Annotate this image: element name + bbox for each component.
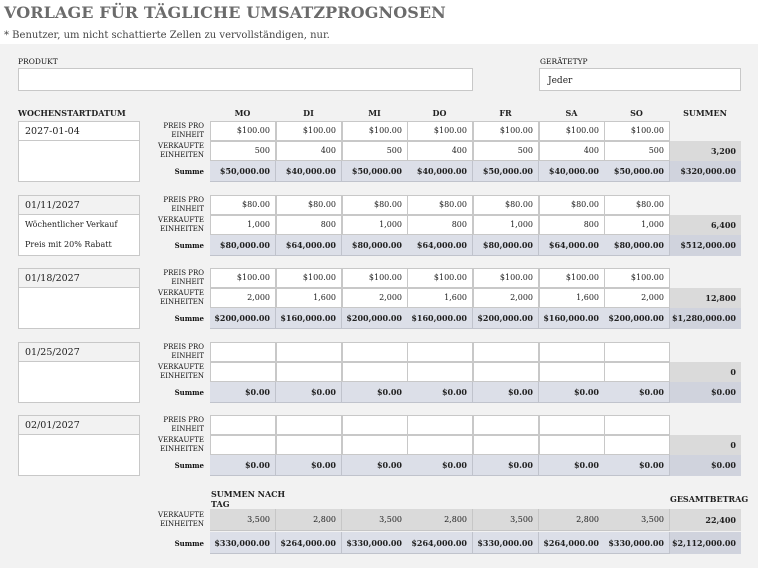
sum-cell: $0.00	[210, 382, 276, 403]
price-cell[interactable]: $100.00	[276, 268, 342, 288]
units-cell[interactable]: 2,000	[473, 288, 539, 308]
sum-cell: $50,000.00	[210, 161, 276, 182]
grand-total-title: GESAMTBETRAG	[670, 494, 749, 504]
units-cell[interactable]	[539, 435, 605, 455]
price-per-unit-label: PREIS PRO EINHEIT	[163, 269, 204, 286]
units-sold-label: VERKAUFTE EINHEITEN	[158, 289, 204, 306]
geraetetyp-label: GERÄTETYP	[540, 57, 588, 66]
sum-cell: $64,000.00	[407, 235, 473, 256]
totals-sum-cell: $330,000.00	[210, 532, 276, 554]
units-cell[interactable]	[407, 362, 473, 382]
totals-units-cell: 2,800	[539, 509, 605, 531]
sum-cell: $40,000.00	[407, 161, 473, 182]
week-note[interactable]	[19, 435, 139, 455]
units-cell[interactable]: 400	[276, 141, 342, 161]
sum-cell: $160,000.00	[407, 308, 473, 329]
units-cell[interactable]: 400	[539, 141, 605, 161]
week-note[interactable]	[19, 161, 139, 181]
price-cell[interactable]	[604, 415, 670, 435]
totals-sum-cell: $264,000.00	[276, 532, 342, 554]
price-per-unit-label: PREIS PRO EINHEIT	[163, 416, 204, 433]
price-cell[interactable]	[342, 342, 408, 362]
units-cell[interactable]	[276, 435, 342, 455]
totals-sum-grand-cell: $2,112,000.00	[670, 532, 741, 554]
price-cell[interactable]	[473, 415, 539, 435]
price-cell[interactable]: $80.00	[342, 195, 408, 215]
units-total-cell: 6,400	[670, 215, 741, 235]
units-sold-label: VERKAUFTE EINHEITEN	[158, 363, 204, 380]
price-cell[interactable]: $80.00	[407, 195, 473, 215]
price-cell[interactable]: $100.00	[604, 268, 670, 288]
sum-cell: $40,000.00	[539, 161, 605, 182]
units-cell[interactable]	[604, 435, 670, 455]
units-cell[interactable]	[473, 362, 539, 382]
units-total-cell: 0	[670, 362, 741, 382]
units-cell[interactable]: 2,000	[342, 288, 408, 308]
units-cell[interactable]	[539, 362, 605, 382]
sum-cell: $200,000.00	[473, 308, 539, 329]
week-note[interactable]	[19, 288, 139, 308]
price-cell[interactable]	[407, 415, 473, 435]
sum-label: Summe	[174, 314, 204, 323]
price-per-unit-label: PREIS PRO EINHEIT	[163, 122, 204, 139]
units-cell[interactable]: 2,000	[210, 288, 276, 308]
units-cell[interactable]	[473, 435, 539, 455]
sum-total-cell: $512,000.00	[670, 235, 741, 256]
week-note[interactable]	[19, 308, 139, 328]
totals-units-cell: 2,800	[276, 509, 342, 531]
sum-cell: $0.00	[407, 455, 473, 476]
price-cell[interactable]: $80.00	[473, 195, 539, 215]
sum-cell: $160,000.00	[539, 308, 605, 329]
units-cell[interactable]: 1,000	[210, 215, 276, 235]
week-start-date[interactable]: 02/01/2027	[19, 416, 139, 435]
units-cell[interactable]: 800	[539, 215, 605, 235]
day-header-do: DO	[432, 108, 447, 118]
sum-cell: $0.00	[473, 455, 539, 476]
week-start-date[interactable]: 01/18/2027	[19, 269, 139, 288]
week-start-header: WOCHENSTARTDATUM	[18, 108, 126, 118]
price-cell[interactable]: $100.00	[342, 121, 408, 141]
units-cell[interactable]: 800	[407, 215, 473, 235]
day-header-mo: MO	[234, 108, 251, 118]
price-cell[interactable]: $100.00	[604, 121, 670, 141]
summen-header: SUMMEN	[683, 108, 727, 118]
sum-cell: $0.00	[276, 382, 342, 403]
price-cell[interactable]: $100.00	[473, 268, 539, 288]
price-cell[interactable]: $80.00	[210, 195, 276, 215]
sum-cell: $80,000.00	[604, 235, 670, 256]
units-cell[interactable]	[342, 362, 408, 382]
units-total-cell: 3,200	[670, 141, 741, 161]
units-cell[interactable]: 1,600	[276, 288, 342, 308]
week-block	[18, 415, 140, 476]
sum-label: Summe	[174, 241, 204, 250]
totals-sum-cell: $264,000.00	[539, 532, 605, 554]
price-cell[interactable]	[210, 342, 276, 362]
week-start-date[interactable]: 01/11/2027	[19, 196, 139, 215]
sum-total-cell: $0.00	[670, 382, 741, 403]
sum-cell: $50,000.00	[342, 161, 408, 182]
sum-cell: $64,000.00	[539, 235, 605, 256]
price-cell[interactable]	[604, 342, 670, 362]
totals-units-cell: 2,800	[407, 509, 473, 531]
sum-label: Summe	[174, 388, 204, 397]
sum-cell: $0.00	[342, 382, 408, 403]
sum-cell: $0.00	[539, 455, 605, 476]
units-cell[interactable]: 500	[473, 141, 539, 161]
price-cell[interactable]	[473, 342, 539, 362]
totals-sum-cell: $264,000.00	[407, 532, 473, 554]
units-cell[interactable]: 500	[604, 141, 670, 161]
units-cell[interactable]	[276, 362, 342, 382]
price-cell[interactable]: $100.00	[407, 121, 473, 141]
price-cell[interactable]	[539, 415, 605, 435]
sum-label: Summe	[174, 167, 204, 176]
units-total-cell: 0	[670, 435, 741, 455]
price-cell[interactable]	[210, 415, 276, 435]
produkt-label: PRODUKT	[18, 57, 58, 66]
sum-total-cell: $0.00	[670, 455, 741, 476]
units-cell[interactable]: 1,000	[473, 215, 539, 235]
sum-cell: $0.00	[473, 382, 539, 403]
sum-total-cell: $320,000.00	[670, 161, 741, 182]
day-header-so: SO	[630, 108, 643, 118]
sum-cell: $50,000.00	[604, 161, 670, 182]
units-cell[interactable]: 1,600	[407, 288, 473, 308]
price-cell[interactable]: $100.00	[210, 268, 276, 288]
units-sold-label: VERKAUFTE EINHEITEN	[158, 216, 204, 233]
price-cell[interactable]: $80.00	[276, 195, 342, 215]
totals-units-grand-cell: 22,400	[670, 509, 741, 531]
price-cell[interactable]: $100.00	[539, 268, 605, 288]
day-header-sa: SA	[565, 108, 578, 118]
price-per-unit-label: PREIS PRO EINHEIT	[163, 196, 204, 213]
price-cell[interactable]	[407, 342, 473, 362]
price-cell[interactable]: $100.00	[210, 121, 276, 141]
units-cell[interactable]	[342, 435, 408, 455]
week-note[interactable]: Preis mit 20% Rabatt	[25, 240, 112, 249]
sum-cell: $0.00	[539, 382, 605, 403]
week-note[interactable]: Wöchentlicher Verkauf	[25, 220, 118, 229]
sum-cell: $0.00	[604, 382, 670, 403]
units-cell[interactable]	[210, 362, 276, 382]
week-block	[18, 342, 140, 403]
price-cell[interactable]	[342, 415, 408, 435]
sum-cell: $200,000.00	[210, 308, 276, 329]
sum-cell: $0.00	[407, 382, 473, 403]
units-cell[interactable]	[604, 362, 670, 382]
units-cell[interactable]: 1,000	[342, 215, 408, 235]
price-cell[interactable]: $100.00	[342, 268, 408, 288]
sum-cell: $80,000.00	[473, 235, 539, 256]
totals-units-label: VERKAUFTE EINHEITEN	[158, 511, 204, 528]
week-note[interactable]	[19, 382, 139, 402]
day-header-fr: FR	[499, 108, 512, 118]
units-cell[interactable]: 800	[276, 215, 342, 235]
totals-units-cell: 3,500	[473, 509, 539, 531]
week-note[interactable]	[19, 362, 139, 382]
units-cell[interactable]	[210, 435, 276, 455]
week-note[interactable]	[19, 141, 139, 161]
totals-by-day-title: SUMMEN NACH TAG	[211, 489, 286, 509]
page-title: VORLAGE FÜR TÄGLICHE UMSATZPROGNOSEN	[4, 3, 446, 22]
sum-cell: $200,000.00	[342, 308, 408, 329]
sum-cell: $80,000.00	[210, 235, 276, 256]
totals-units-cell: 3,500	[604, 509, 670, 531]
units-cell[interactable]: 400	[407, 141, 473, 161]
sum-total-cell: $1,280,000.00	[670, 308, 741, 329]
week-note[interactable]	[19, 455, 139, 475]
totals-units-cell: 3,500	[342, 509, 408, 531]
sum-cell: $0.00	[342, 455, 408, 476]
price-cell[interactable]: $100.00	[276, 121, 342, 141]
sum-cell: $64,000.00	[276, 235, 342, 256]
week-start-date[interactable]: 01/25/2027	[19, 343, 139, 362]
price-cell[interactable]	[539, 342, 605, 362]
units-cell[interactable]: 2,000	[604, 288, 670, 308]
sum-cell: $40,000.00	[276, 161, 342, 182]
week-block	[18, 195, 140, 256]
sum-cell: $0.00	[210, 455, 276, 476]
price-cell[interactable]: $100.00	[473, 121, 539, 141]
units-cell[interactable]: 1,000	[604, 215, 670, 235]
sum-cell: $50,000.00	[473, 161, 539, 182]
week-block	[18, 268, 140, 329]
units-sold-label: VERKAUFTE EINHEITEN	[158, 436, 204, 453]
totals-sum-cell: $330,000.00	[342, 532, 408, 554]
day-header-di: DI	[303, 108, 314, 118]
totals-units-cell: 3,500	[210, 509, 276, 531]
sum-cell: $160,000.00	[276, 308, 342, 329]
sum-cell: $0.00	[276, 455, 342, 476]
totals-sum-cell: $330,000.00	[473, 532, 539, 554]
price-cell[interactable]: $80.00	[539, 195, 605, 215]
units-sold-label: VERKAUFTE EINHEITEN	[158, 142, 204, 159]
sum-label: Summe	[174, 461, 204, 470]
sum-cell: $80,000.00	[342, 235, 408, 256]
units-cell[interactable]	[407, 435, 473, 455]
totals-sum-label: Summe	[174, 539, 204, 548]
week-start-date[interactable]: 2027-01-04	[19, 122, 139, 141]
sum-cell: $0.00	[604, 455, 670, 476]
produkt-input[interactable]	[18, 68, 473, 91]
units-total-cell: 12,800	[670, 288, 741, 308]
day-header-mi: MI	[368, 108, 381, 118]
price-per-unit-label: PREIS PRO EINHEIT	[163, 343, 204, 360]
week-block	[18, 121, 140, 182]
price-cell[interactable]: $100.00	[407, 268, 473, 288]
price-cell[interactable]: $80.00	[604, 195, 670, 215]
price-cell[interactable]	[276, 342, 342, 362]
totals-sum-cell: $330,000.00	[604, 532, 670, 554]
sum-cell: $200,000.00	[604, 308, 670, 329]
geraetetyp-input[interactable]: Jeder	[539, 68, 741, 91]
units-cell[interactable]: 500	[342, 141, 408, 161]
price-cell[interactable]: $100.00	[539, 121, 605, 141]
page-subtitle: * Benutzer, um nicht schattierte Zellen zu vervollständigen, nur.	[4, 30, 330, 41]
units-cell[interactable]: 500	[210, 141, 276, 161]
price-cell[interactable]	[276, 415, 342, 435]
units-cell[interactable]: 1,600	[539, 288, 605, 308]
